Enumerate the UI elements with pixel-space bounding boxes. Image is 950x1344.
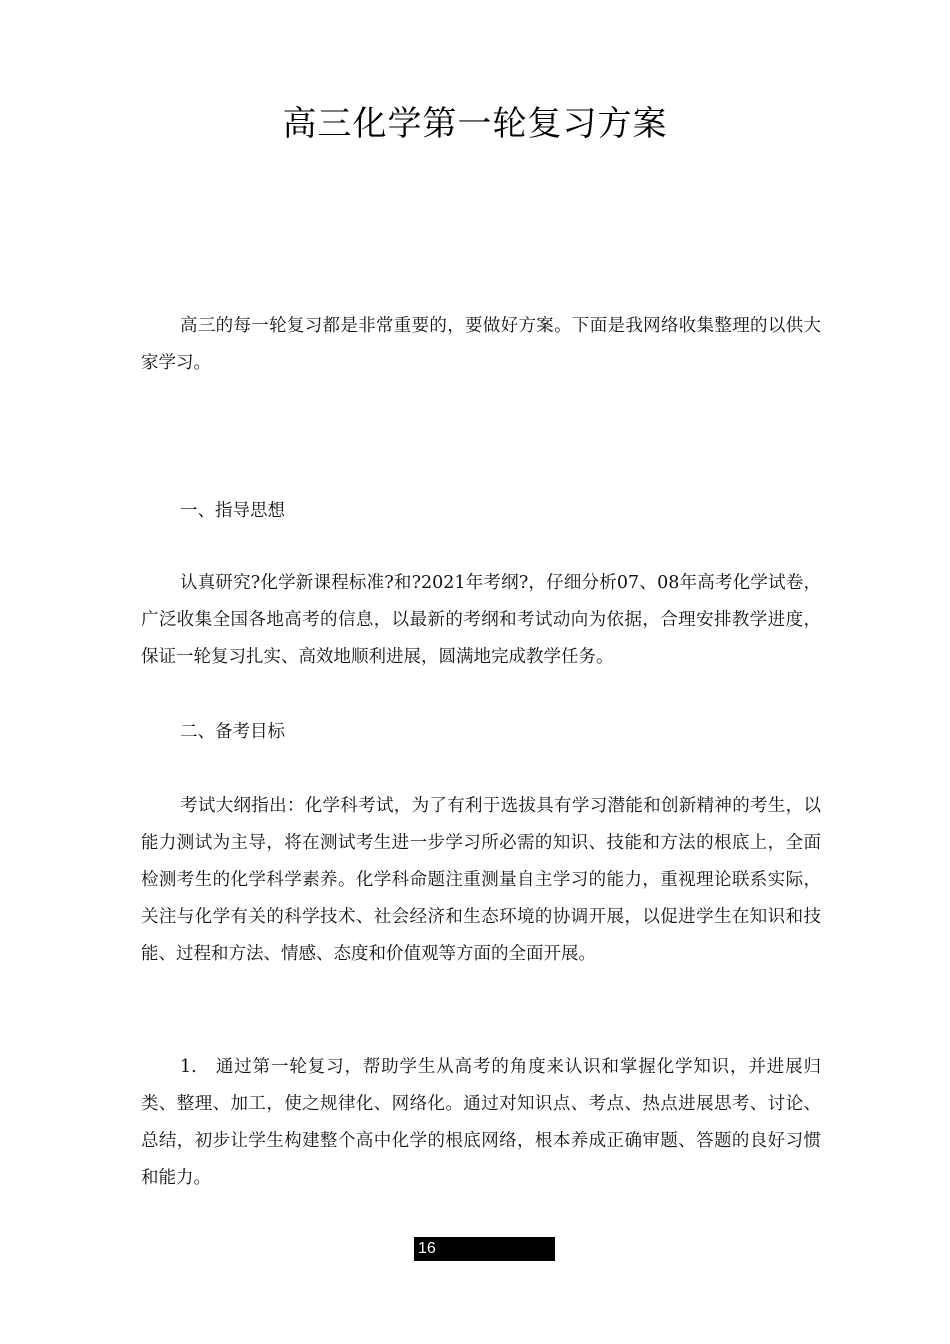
intro-paragraph: 高三的每一轮复习都是非常重要的，要做好方案。下面是我网络收集整理的以供大家学习。 [141, 316, 821, 373]
section-heading-guiding-ideology: 一、指导思想 [180, 501, 285, 521]
page-number: 16 [414, 1237, 555, 1261]
guiding-ideology-paragraph: 认真研究?化学新课程标准?和?2021年考纲?，仔细分析07、08年高考化学试卷，广泛收集全国各地高考的信息，以最新的考纲和考试动向为依据，合理安排教学进度，保证一轮复习扎实、高效地顺利进展，圆满地完成教学任务。 [141, 573, 821, 667]
list-item-1: 1. 通过第一轮复习，帮助学生从高考的角度来认识和掌握化学知识，并进展归类、整理、加工，使之规律化、网络化。通过对知识点、考点、热点进展思考、讨论、总结，初步让学生构建整个高中化学的根底网络，根本养成正确审题、答题的良好习惯和能力。 [141, 1057, 821, 1188]
exam-goals-paragraph: 考试大纲指出：化学科考试，为了有利于选拔具有学习潜能和创新精神的考生，以能力测试为主导，将在测试考生进一步学习所必需的知识、技能和方法的根底上，全面检测考生的化学科学素养。化学科命题注重测量自主学习的能力，重视理论联系实际，关注与化学有关的科学技术、社会经济和生态环境的协调开展，以促进学生在知识和技能、过程和方法、情感、态度和价值观等方面的全面开展。 [141, 796, 821, 964]
section-heading-exam-goals: 二、备考目标 [180, 722, 285, 742]
document-title: 高三化学第一轮复习方案 [282, 104, 668, 144]
